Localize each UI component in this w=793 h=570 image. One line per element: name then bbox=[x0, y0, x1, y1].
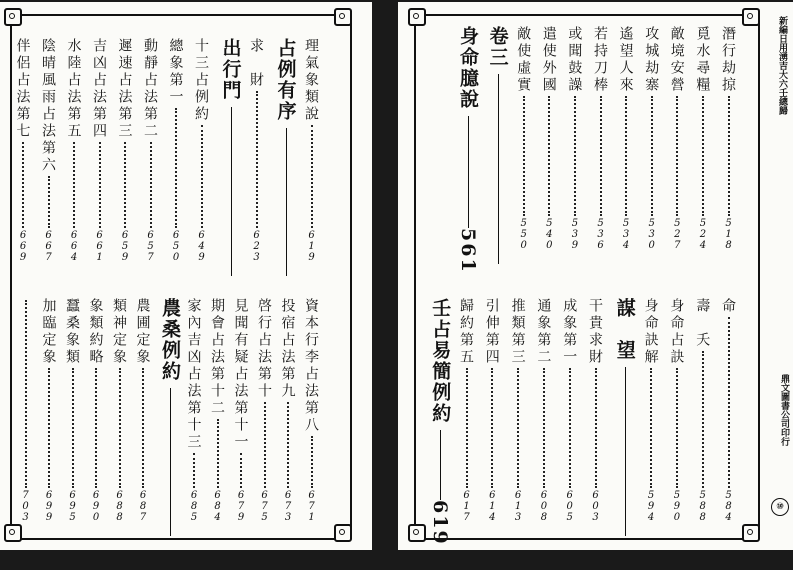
entry-page-number: 690 bbox=[90, 490, 102, 523]
toc-section-heading bbox=[276, 38, 295, 276]
section-heading-title: 卷三 bbox=[486, 26, 509, 68]
entry-page-number: 561 bbox=[457, 228, 479, 274]
toc-entry bbox=[562, 298, 576, 523]
section-heading-title: 出行門 bbox=[219, 38, 242, 101]
entry-page-number: 619 bbox=[306, 230, 317, 263]
toc-entry bbox=[536, 298, 550, 523]
leader-dots bbox=[542, 368, 545, 488]
entry-title: 或聞鼓譟 bbox=[566, 26, 583, 94]
leader-dots bbox=[71, 368, 74, 488]
section-heading-title: 謀 望 bbox=[613, 298, 636, 361]
corner-ornament bbox=[742, 524, 760, 542]
entry-title: 見聞有疑占法第十一 bbox=[232, 298, 249, 451]
publisher-imprint: 鼎文圖書公司印行 bbox=[779, 374, 789, 446]
corner-ornament bbox=[408, 524, 426, 542]
toc-entry bbox=[695, 298, 709, 523]
entry-page-number: 605 bbox=[564, 490, 576, 523]
toc-entry bbox=[721, 298, 735, 523]
toc-entry bbox=[169, 38, 183, 263]
entry-page-number: 661 bbox=[94, 230, 105, 263]
toc-entry bbox=[670, 26, 684, 251]
toc-section-heading bbox=[458, 26, 477, 274]
toc-entry bbox=[67, 38, 81, 263]
leader-dots bbox=[573, 96, 576, 216]
entry-title: 資本行李占法第八 bbox=[303, 298, 319, 434]
entry-page-number: 524 bbox=[697, 218, 709, 251]
entry-title: 敵使虛實 bbox=[515, 26, 532, 94]
toc-entry bbox=[187, 298, 201, 523]
leader-dots bbox=[490, 368, 493, 488]
entry-page-number: 613 bbox=[512, 490, 524, 523]
entry-title: 通象第二 bbox=[535, 298, 552, 366]
entry-page-number: 550 bbox=[518, 218, 530, 251]
toc-entry bbox=[721, 26, 735, 251]
heading-rule bbox=[497, 74, 499, 264]
leader-dots bbox=[286, 402, 289, 488]
toc-section-heading bbox=[615, 298, 634, 536]
corner-ornament bbox=[4, 524, 22, 542]
toc-entry bbox=[65, 298, 79, 523]
entry-title: 加臨定象 bbox=[40, 298, 57, 366]
entry-title: 敵境安營 bbox=[668, 26, 685, 94]
leader-dots bbox=[594, 368, 597, 488]
corner-ornament bbox=[408, 8, 426, 26]
entry-page-number: 518 bbox=[723, 218, 734, 251]
leader-dots bbox=[192, 453, 195, 488]
entry-page-number: 695 bbox=[67, 490, 78, 523]
section-heading-title: 農桑例約 bbox=[159, 298, 181, 382]
entry-page-number: 649 bbox=[196, 230, 207, 263]
entry-title: 潛行劫掠 bbox=[720, 26, 736, 94]
entry-title: 身命訣解 bbox=[642, 298, 659, 366]
toc-entry bbox=[234, 298, 248, 523]
toc-entry bbox=[304, 38, 318, 263]
toc-entry bbox=[112, 298, 126, 523]
entry-title: 總象第一 bbox=[167, 38, 184, 106]
toc-entry bbox=[593, 26, 607, 251]
entry-title: 干貴求財 bbox=[587, 298, 603, 366]
entry-title: 歸約第五 bbox=[458, 298, 474, 366]
right-page bbox=[398, 2, 793, 550]
toc-entry bbox=[194, 38, 208, 263]
leader-dots bbox=[522, 96, 525, 216]
entry-title: 投宿占法第九 bbox=[279, 298, 296, 400]
leader-dots bbox=[599, 96, 602, 216]
entry-title: 動靜占法第二 bbox=[142, 38, 158, 140]
entry-page-number: 534 bbox=[620, 218, 632, 251]
leader-dots bbox=[123, 142, 126, 228]
toc-entry bbox=[619, 26, 633, 251]
entry-title: 成象第一 bbox=[561, 298, 578, 366]
leader-dots bbox=[200, 125, 203, 228]
heading-rule bbox=[467, 116, 469, 228]
toc-entry bbox=[16, 38, 30, 263]
leader-dots bbox=[174, 108, 177, 228]
left-page bbox=[0, 2, 372, 550]
corner-ornament bbox=[334, 8, 352, 26]
entry-title: 身命占訣 bbox=[668, 298, 685, 366]
entry-title: 蠶桑象類 bbox=[64, 298, 80, 366]
entry-page-number: 684 bbox=[212, 490, 223, 523]
entry-page-number: 527 bbox=[671, 218, 683, 251]
heading-rule bbox=[285, 128, 287, 276]
toc-entry bbox=[485, 298, 499, 523]
toc-entry bbox=[210, 298, 224, 523]
entry-page-number: 664 bbox=[68, 230, 80, 263]
leader-dots bbox=[727, 96, 730, 216]
leader-dots bbox=[216, 419, 219, 488]
leader-dots bbox=[24, 300, 27, 488]
entry-page-number: 688 bbox=[114, 490, 125, 523]
entry-page-number: 679 bbox=[235, 490, 247, 523]
entry-page-number: 657 bbox=[145, 230, 156, 263]
toc-entry bbox=[136, 298, 150, 523]
leader-dots bbox=[47, 176, 50, 228]
toc-entry bbox=[89, 298, 103, 523]
toc-entry bbox=[644, 298, 658, 523]
leader-dots bbox=[310, 125, 313, 228]
leader-dots bbox=[650, 96, 653, 216]
entry-page-number: 617 bbox=[461, 490, 472, 523]
toc-section-heading bbox=[160, 298, 179, 536]
toc-entry bbox=[257, 298, 271, 523]
toc-entry bbox=[281, 298, 295, 523]
entry-title: 遣使外國 bbox=[540, 26, 557, 94]
leader-dots bbox=[624, 96, 627, 216]
entry-title: 啓行占法第十 bbox=[256, 298, 272, 400]
leader-dots bbox=[149, 142, 152, 228]
leader-dots bbox=[141, 368, 144, 488]
entry-page-number: 540 bbox=[543, 218, 555, 251]
leader-dots bbox=[94, 368, 97, 488]
entry-title: 命 bbox=[720, 298, 736, 315]
entry-page-number: 703 bbox=[20, 490, 31, 523]
heading-rule bbox=[439, 430, 441, 500]
leader-dots bbox=[649, 368, 652, 488]
entry-title: 水陸占法第五 bbox=[65, 38, 82, 140]
entry-title: 十三占例約 bbox=[193, 38, 209, 123]
entry-title: 遲速占法第三 bbox=[116, 38, 133, 140]
entry-title: 理氣象類說 bbox=[303, 38, 319, 123]
leader-dots bbox=[675, 96, 678, 216]
entry-page-number: 667 bbox=[43, 230, 54, 263]
entry-title: 吉凶占法第四 bbox=[91, 38, 107, 140]
leader-dots bbox=[547, 96, 550, 216]
toc-entry bbox=[92, 38, 106, 263]
toc-entry bbox=[304, 298, 318, 523]
entry-page-number: 603 bbox=[590, 490, 601, 523]
toc-section-heading bbox=[221, 38, 240, 276]
leader-dots bbox=[255, 91, 258, 228]
entry-page-number: 650 bbox=[170, 230, 182, 263]
leader-dots bbox=[516, 368, 519, 488]
leader-dots bbox=[47, 368, 50, 488]
entry-page-number: 594 bbox=[645, 490, 657, 523]
leader-dots bbox=[239, 453, 242, 488]
entry-page-number: 623 bbox=[251, 230, 262, 263]
entry-title: 類神定象 bbox=[111, 298, 127, 366]
entry-title: 壽 夭 bbox=[694, 298, 711, 349]
entry-page-number: 588 bbox=[697, 490, 709, 523]
section-heading-title: 占例有序 bbox=[274, 38, 297, 122]
entry-title: 家內吉凶占法第十三 bbox=[185, 298, 202, 451]
toc-entry bbox=[516, 26, 530, 251]
toc-section-heading bbox=[429, 298, 452, 546]
section-heading-title: 壬占易簡例約 bbox=[429, 298, 452, 424]
toc-entry bbox=[588, 298, 602, 523]
toc-entry bbox=[41, 38, 55, 263]
entry-page-number: 659 bbox=[119, 230, 131, 263]
entry-title: 攻城劫寨 bbox=[643, 26, 660, 94]
section-heading-title: 身命臆說 bbox=[457, 26, 479, 110]
toc-entry bbox=[542, 26, 556, 251]
leader-dots bbox=[465, 368, 468, 488]
entry-title: 求 財 bbox=[248, 38, 264, 89]
leader-dots bbox=[727, 317, 730, 488]
entry-page-number: 673 bbox=[282, 490, 294, 523]
entry-page-number: 685 bbox=[188, 490, 200, 523]
entry-page-number: 675 bbox=[259, 490, 270, 523]
leader-dots bbox=[118, 368, 121, 488]
toc-entry bbox=[695, 26, 709, 251]
entry-page-number: 584 bbox=[723, 490, 734, 523]
leader-dots bbox=[701, 351, 704, 488]
entry-page-number: 608 bbox=[538, 490, 550, 523]
toc-entry bbox=[567, 26, 581, 251]
leader-dots bbox=[568, 368, 571, 488]
toc-entry bbox=[249, 38, 263, 263]
toc-entry bbox=[18, 298, 32, 523]
entry-title: 覓水尋糧 bbox=[694, 26, 711, 94]
entry-title: 農圃定象 bbox=[134, 298, 151, 366]
leader-dots bbox=[72, 142, 75, 228]
leader-dots bbox=[98, 142, 101, 228]
leader-dots bbox=[263, 402, 266, 488]
toc-entry bbox=[669, 298, 683, 523]
heading-rule bbox=[169, 388, 171, 536]
entry-page-number: 671 bbox=[306, 490, 317, 523]
toc-entry bbox=[511, 298, 525, 523]
entry-title: 推類第三 bbox=[509, 298, 526, 366]
toc-entry bbox=[644, 26, 658, 251]
leader-dots bbox=[675, 368, 678, 488]
toc-entry bbox=[118, 38, 132, 263]
entry-title: 陰晴風雨占法第六 bbox=[40, 38, 56, 174]
entry-page-number: 530 bbox=[646, 218, 658, 251]
entry-title: 伴侶占法第七 bbox=[14, 38, 31, 140]
entry-page-number: 669 bbox=[17, 230, 29, 263]
page-number: ⑩ bbox=[771, 498, 789, 516]
entry-page-number: 687 bbox=[137, 490, 149, 523]
entry-page-number: 614 bbox=[486, 490, 498, 523]
corner-ornament bbox=[4, 8, 22, 26]
toc-section-heading bbox=[488, 26, 507, 264]
heading-rule bbox=[624, 367, 626, 536]
entry-page-number: 536 bbox=[595, 218, 606, 251]
entry-page-number: 619 bbox=[429, 500, 452, 546]
entry-title: 若持刀棒 bbox=[592, 26, 608, 94]
heading-rule bbox=[230, 107, 232, 276]
book-side-title: 新編日用湧吉大六壬總歸 bbox=[777, 16, 787, 115]
corner-ornament bbox=[334, 524, 352, 542]
leader-dots bbox=[701, 96, 704, 216]
entry-page-number: 590 bbox=[671, 490, 683, 523]
entry-page-number: 699 bbox=[43, 490, 55, 523]
entry-title: 象類約略 bbox=[87, 298, 104, 366]
toc-entry bbox=[459, 298, 473, 523]
toc-entry bbox=[143, 38, 157, 263]
leader-dots bbox=[310, 436, 313, 488]
entry-title: 期會占法第十二 bbox=[209, 298, 225, 417]
entry-title: 遙望人來 bbox=[617, 26, 634, 94]
entry-title: 引伸第四 bbox=[483, 298, 500, 366]
leader-dots bbox=[21, 142, 24, 228]
corner-ornament bbox=[742, 8, 760, 26]
toc-entry bbox=[42, 298, 56, 523]
entry-page-number: 539 bbox=[569, 218, 581, 251]
